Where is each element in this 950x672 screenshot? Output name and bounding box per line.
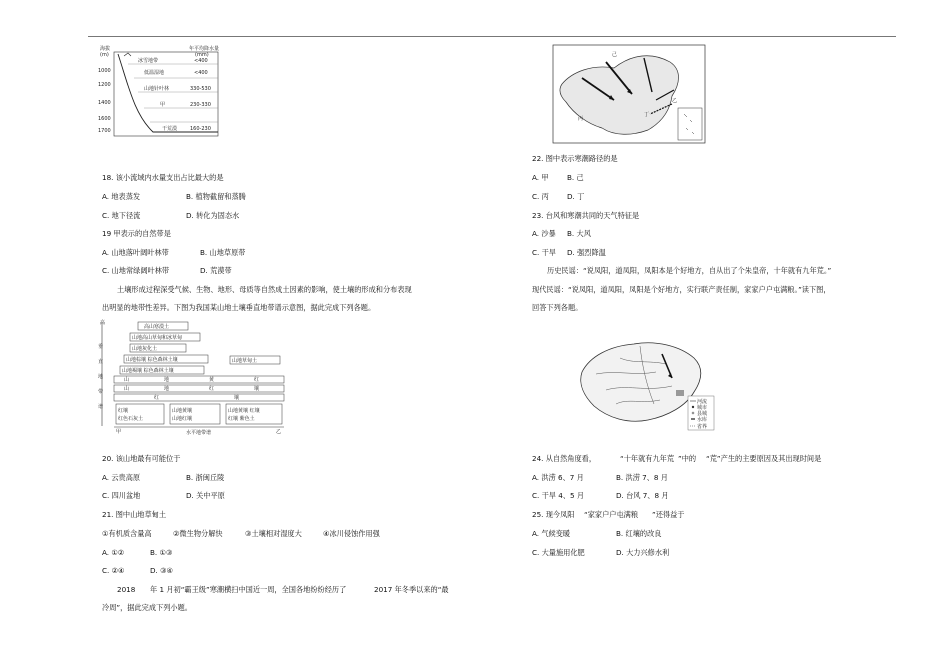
q25-option-b: B. 红壤的改良 (616, 529, 662, 538)
q21-statement-1: ①有机质含量高 (102, 529, 152, 538)
basin-legend-item: 城市 (697, 405, 708, 411)
passage-soil-line1: 土壤形成过程深受气候、生物、地形、母质等自然成土因素的影响，使土壤的形成和分布表现 (117, 285, 412, 294)
profile-tick: 1400 (98, 100, 111, 106)
zone-precip: <400 (194, 70, 208, 76)
q20-option-d: D. 关中平原 (186, 491, 225, 500)
question-18: 18. 该小流域内水量支出占比最大的是 (102, 173, 224, 182)
profile-tick: 1600 (98, 116, 111, 122)
zone-label: 干荒漠 (162, 126, 178, 132)
q24-option-a: A. 洪涝 6、7 月 (532, 473, 584, 482)
soil-layer: 高山寒漠土 (144, 324, 170, 330)
q20-option-a: A. 云贵高原 (102, 473, 141, 482)
q21-option-a: A. ①② (102, 548, 125, 557)
zone-label: 冰雪地带 (138, 58, 159, 64)
question-24-part3: ”中的 (678, 454, 697, 463)
q19-option-a: A. 山地落叶阔叶林带 (102, 248, 169, 257)
q19-option-c: C. 山地常绿阔叶林带 (102, 266, 170, 275)
q21-statement-4: ④冰川侵蚀作用强 (323, 529, 380, 538)
soil-row-a: 黄 (209, 377, 215, 383)
soil-layer: 山地褐壤 棕色森林土壤 (122, 368, 174, 374)
zone-label: 甲 (160, 102, 166, 108)
soil-cell: 红壤 (118, 408, 129, 414)
q18-option-c: C. 地下径流 (102, 211, 141, 220)
q20-option-b: B. 浙闽丘陵 (186, 473, 225, 482)
map-label: 丙 (578, 116, 584, 122)
question-19: 19 甲表示的自然带是 (102, 229, 171, 238)
basin-legend-item: 河流 (697, 399, 708, 405)
profile-y-title: 海拔 (100, 46, 111, 52)
soil-layer: 山地高山草甸和冰草甸 (132, 335, 183, 341)
soil-row-b: 壤 (254, 386, 260, 392)
zone-precip: 230-330 (190, 102, 211, 108)
fengyang-basin-map (576, 334, 718, 434)
soil-row-b: 山 (124, 386, 130, 392)
soil-layer: 山地灰化土 (132, 346, 158, 352)
soil-cell: 山地红壤 (172, 416, 193, 422)
q19-option-d: D. 荒漠带 (200, 266, 232, 275)
q21-statement-3: ③土壤相对湿度大 (245, 529, 302, 538)
q24-option-d: D. 台风 7、8 月 (616, 491, 669, 500)
question-24-part4: “荒”产生的主要原因及其出现时间是 (706, 454, 822, 463)
profile-tick: 1200 (98, 82, 111, 88)
question-21: 21. 图中山地草甸土 (102, 510, 167, 519)
profile-tick: 1700 (98, 128, 111, 134)
map-label: 乙 (672, 98, 678, 104)
soil-axis-top: 高 (100, 320, 106, 326)
soil-layer: 山地棕壤 棕色森林土壤 (126, 357, 178, 363)
soil-cell: 山地黄壤 红壤 (228, 408, 260, 414)
question-24-part2: “十年就有九年荒 (620, 454, 675, 463)
question-20: 20. 该山地最有可能位于 (102, 454, 181, 463)
zone-precip: <400 (194, 58, 208, 64)
q23-option-b: B. 大风 (567, 229, 591, 238)
profile-col-title: 年平均降水量 (189, 46, 220, 52)
zone-label: 低温湿地 (144, 70, 165, 76)
soil-end-right: 乙 (276, 429, 282, 435)
passage-cold-wave-line2: 冷周”，据此完成下列小题。 (102, 603, 192, 612)
q21-statement-2: ②微生物分解快 (173, 529, 223, 538)
question-22: 22. 图中表示寒潮路径的是 (532, 154, 618, 163)
altitude-profile-figure (98, 44, 228, 139)
question-25-part1: 25. 现今凤阳 (532, 510, 575, 519)
map-label: 己 (612, 52, 618, 58)
q21-option-c: C. ②④ (102, 566, 125, 575)
basin-legend-item: 县城 (697, 411, 708, 417)
soil-cell: 红色石灰土 (118, 416, 144, 422)
passage-soil-line2: 出明显的地带性差异。下图为我国某山地土壤垂直地带谱示意图，据此完成下列各题。 (102, 303, 376, 312)
q18-option-a: A. 地表蒸发 (102, 192, 141, 201)
soil-row-b: 红 (209, 386, 215, 392)
soil-bottom-label: 水平地带谱 (186, 430, 212, 436)
q22-option-b: B. 己 (567, 173, 584, 182)
passage-fengyang-line2: 现代民谣：“说凤阳，道凤阳，凤阳是个好地方，实行联产责任制，家家户户屯满粮。”读下图， (532, 285, 831, 294)
question-24-part1: 24. 从自然角度看， (532, 454, 597, 463)
passage-cold-wave-part1: 2018 (117, 585, 136, 594)
basin-legend-item: 省界 (697, 424, 708, 430)
question-25-part2: “家家户户屯满粮 (584, 510, 639, 519)
q21-option-b: B. ①③ (150, 548, 173, 557)
q18-option-b: B. 植物截留和蒸腾 (186, 192, 246, 201)
q24-option-c: C. 干旱 4、5 月 (532, 491, 585, 500)
passage-cold-wave-part3: 2017 年冬季以来的“最 (374, 585, 449, 594)
q22-option-c: C. 丙 (532, 192, 549, 201)
soil-zonation-figure (94, 318, 290, 436)
soil-row-a: 红 (254, 377, 260, 383)
soil-cell: 红壤 紫色土 (228, 416, 255, 422)
question-25-part3: ”还得益于 (652, 510, 685, 519)
q25-option-d: D. 大力兴修水利 (616, 548, 670, 557)
q25-option-a: A. 气候变暖 (532, 529, 571, 538)
soil-row-c: 红 (154, 395, 160, 401)
soil-row-a: 山 (124, 377, 130, 383)
q24-option-b: B. 洪涝 7、8 月 (616, 473, 668, 482)
q22-option-d: D. 丁 (567, 192, 585, 201)
zone-label: 山地针叶林 (144, 86, 170, 92)
zone-precip: 160-230 (190, 126, 211, 132)
q23-option-d: D. 强烈降温 (567, 248, 606, 257)
profile-y-unit: (m) (100, 52, 109, 58)
q21-option-d: D. ③④ (150, 566, 173, 575)
soil-axis-char: 地 (98, 374, 104, 380)
soil-axis-char: 直 (98, 359, 104, 365)
soil-layer: 山地草甸土 (232, 358, 258, 364)
header-rule (88, 36, 896, 37)
passage-fengyang-line3: 回答下列各题。 (532, 303, 583, 312)
q20-option-c: C. 四川盆地 (102, 491, 141, 500)
q23-option-c: C. 干旱 (532, 248, 556, 257)
passage-fengyang-line1: 历史民谣：“说凤阳，道凤阳，凤阳本是个好地方，自从出了个朱皇帝，十年就有九年荒。” (547, 266, 832, 275)
q19-option-b: B. 山地草原带 (200, 248, 246, 257)
zone-precip: 330-530 (190, 86, 211, 92)
china-cold-wave-map (552, 44, 706, 144)
profile-tick: 1000 (98, 68, 111, 74)
soil-end-left: 甲 (116, 429, 122, 435)
map-label: 丁 (644, 112, 650, 118)
q25-option-c: C. 大量施用化肥 (532, 548, 585, 557)
soil-cell: 山地黄壤 (172, 408, 193, 414)
question-23: 23. 台风和寒潮共同的天气特征是 (532, 211, 640, 220)
q18-option-d: D. 转化为固态水 (186, 211, 240, 220)
soil-axis-char: 带 (98, 389, 104, 395)
soil-axis-char: 垂 (98, 344, 104, 350)
basin-legend-item: 水库 (697, 417, 708, 423)
q22-option-a: A. 甲 (532, 173, 549, 182)
q23-option-a: A. 沙暴 (532, 229, 556, 238)
soil-axis-char: 谱 (98, 404, 104, 410)
passage-cold-wave-part2: 年 1 月初“霸王级”寒潮横扫中国近一周，全国各地纷纷经历了 (150, 585, 347, 594)
soil-row-a: 地 (164, 377, 170, 383)
profile-col-unit: (mm) (195, 52, 209, 58)
soil-row-b: 地 (164, 386, 170, 392)
soil-row-c: 壤 (234, 395, 240, 401)
